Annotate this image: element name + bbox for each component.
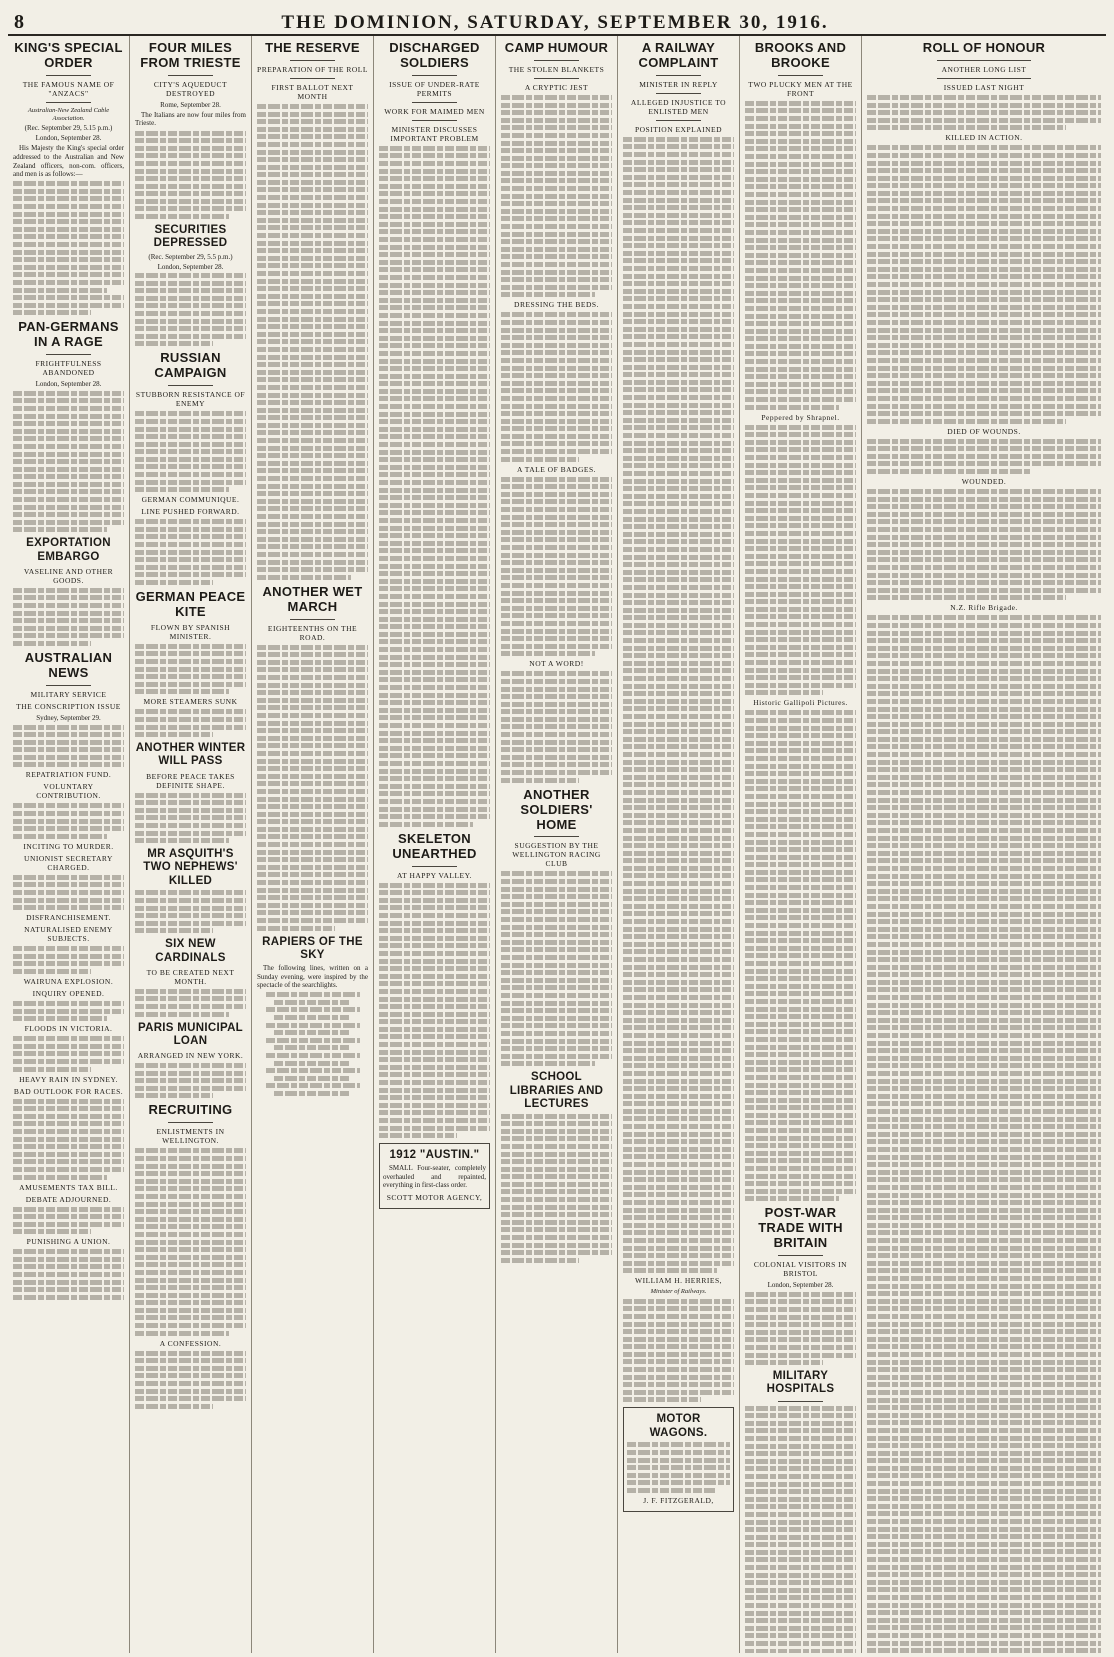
headline: CAMP HUMOUR [504, 40, 609, 55]
column-1 [8, 36, 130, 1653]
section-heading: REPATRIATION FUND. [25, 770, 112, 780]
subheadline: EIGHTEENTHS ON THE ROAD. [267, 623, 358, 642]
headline: ANOTHER SOLDIERS' HOME [520, 786, 593, 832]
section-heading: NOT A WORD! [529, 659, 584, 669]
subheadline: THE STOLEN BLANKETS [508, 64, 605, 74]
column-3 [252, 36, 374, 1653]
column-5 [496, 36, 618, 1653]
article-brooks [745, 41, 856, 1201]
ad-title: 1912 "AUSTIN." [389, 1149, 480, 1162]
headline: GERMAN PEACE KITE [135, 589, 246, 619]
article-rapiers [257, 936, 368, 1096]
headline: ANOTHER WET MARCH [262, 583, 363, 614]
subheadline: THE CONSCRIPTION ISSUE [16, 701, 121, 711]
section-heading: WOUNDED. [961, 477, 1007, 487]
article-text: The following lines, written on a Sunday evening, were inspired by the spectacle of the searchlights. [257, 964, 368, 990]
column-2 [130, 36, 252, 1653]
article-securities [135, 224, 246, 346]
headline: SIX NEW CARDINALS [155, 938, 226, 964]
subheadline: ISSUE OF UNDER-RATE PERMITS [389, 79, 480, 98]
subheadline: PREPARATION OF THE ROLL [257, 64, 368, 74]
article-pan-germans [13, 320, 124, 532]
columns [8, 36, 1106, 1653]
headline: RECRUITING [148, 1102, 233, 1118]
subheadline: ALLEGED INJUSTICE TO ENLISTED MEN [630, 97, 727, 116]
received-line: (Rec. September 29, 5.5 p.m.) [148, 252, 233, 261]
newspaper-title: THE DOMINION, SATURDAY, SEPTEMBER 30, 1916. [281, 12, 829, 33]
subheadline: FIRST BALLOT NEXT MONTH [271, 82, 354, 101]
section-heading: LINE PUSHED FORWARD. [141, 507, 240, 517]
article-camp-humour [501, 41, 612, 783]
subheadline: WORK FOR MAIMED MEN [384, 106, 485, 116]
article-asquith [135, 848, 246, 933]
section-heading: A TALE OF BADGES. [516, 464, 597, 474]
headline: SCHOOL LIBRARIES AND LECTURES [509, 1071, 604, 1110]
section-heading: A CONFESSION. [159, 1338, 222, 1348]
section-heading: INQUIRY OPENED. [32, 989, 105, 998]
headline: DISCHARGED SOLDIERS [389, 40, 480, 70]
article-soldiers-home [501, 788, 612, 1067]
headline: RUSSIAN CAMPAIGN [154, 350, 227, 381]
section-heading: Historic Gallipoli Pictures. [753, 698, 848, 708]
dateline: London, September 28. [157, 262, 224, 271]
article-export-embargo [13, 537, 124, 646]
headline: AUSTRALIAN NEWS [24, 650, 113, 680]
section-heading: INCITING TO MURDER. [23, 841, 114, 851]
section-heading: BAD OUTLOOK FOR RACES. [13, 1086, 124, 1096]
column-8 [862, 36, 1106, 1653]
advertisement-motor-wagons [623, 1407, 734, 1512]
headline: FOUR MILES FROM TRIESTE [140, 40, 241, 70]
advertisement-austin [379, 1143, 490, 1209]
section-heading: UNIONIST SECRETARY CHARGED. [24, 853, 113, 872]
article-trieste [135, 41, 246, 219]
section-heading: GERMAN COMMUNIQUE. [141, 495, 240, 505]
headline: KING'S SPECIAL ORDER [14, 40, 123, 70]
headline: POST-WAR TRADE WITH BRITAIN [758, 1205, 843, 1251]
subheadline: A CRYPTIC JEST [524, 82, 589, 92]
column-7 [740, 36, 862, 1653]
article-winter [135, 742, 246, 843]
subheadline: MINISTER DISCUSSES IMPORTANT PROBLEM [390, 124, 479, 143]
ad-title: MOTOR WAGONS. [649, 1413, 708, 1439]
headline: SECURITIES DEPRESSED [153, 224, 228, 250]
signature-name: WILLIAM H. HERRIES, [635, 1276, 722, 1286]
section-heading: KILLED IN ACTION. [945, 133, 1023, 143]
ad-agency: SCOTT MOTOR AGENCY, [386, 1193, 483, 1202]
section-heading: NATURALISED ENEMY SUBJECTS. [24, 925, 113, 944]
headline: ROLL OF HONOUR [922, 40, 1046, 55]
article-peace-kite [135, 590, 246, 737]
article-text: The Italians are now four miles from Trieste. [135, 110, 246, 128]
section-heading: Peppered by Shrapnel. [761, 412, 840, 422]
subheadline: MINISTER IN REPLY [639, 79, 718, 89]
subheadline: ISSUED LAST NIGHT [943, 82, 1025, 92]
headline: EXPORTATION EMBARGO [26, 537, 111, 563]
headline: PARIS MUNICIPAL LOAN [137, 1021, 244, 1047]
headline: THE RESERVE [265, 40, 360, 55]
subheadline: FLOWN BY SPANISH MINISTER. [150, 622, 231, 641]
headline: MILITARY HOSPITALS [766, 1370, 835, 1396]
section-heading: FLOODS IN VICTORIA. [24, 1024, 113, 1034]
dateline: Rome, September 28. [160, 100, 221, 109]
section-heading: AMUSEMENTS TAX BILL. [19, 1182, 118, 1192]
dateline: London, September 28. [35, 134, 102, 143]
subheadline: CITY'S AQUEDUCT DESTROYED [153, 79, 228, 98]
article-reserve [257, 41, 368, 580]
section-heading: DRESSING THE BEDS. [514, 300, 599, 310]
headline: BROOKS AND BROOKE [754, 40, 847, 70]
column-6 [618, 36, 740, 1653]
headline: RAPIERS OF THE SKY [262, 935, 363, 961]
section-heading: HEAVY RAIN IN SYDNEY. [19, 1074, 118, 1084]
subheadline: MILITARY SERVICE [30, 689, 107, 699]
subheadline: COLONIAL VISITORS IN BRISTOL [753, 1260, 848, 1279]
subheadline: FRIGHTFULNESS ABANDONED [35, 359, 102, 378]
headline: PAN-GERMANS IN A RAGE [18, 319, 119, 350]
masthead [8, 4, 1106, 36]
section-heading: N.Z. Rifle Brigade. [950, 603, 1018, 613]
article-russian-campaign [135, 351, 246, 585]
article-school-libraries [501, 1071, 612, 1263]
article-railway-complaint [623, 41, 734, 1402]
section-heading: WAIRUNA EXPLOSION. [23, 977, 114, 986]
agency-line: Australian-New Zealand Cable Association. [27, 106, 110, 122]
signature-title: Minister of Railways. [650, 1288, 707, 1296]
subheadline: THE FAMOUS NAME OF "ANZACS" [22, 79, 115, 98]
article-paris-loan [135, 1022, 246, 1099]
article-skeleton [379, 832, 490, 1138]
article-cardinals [135, 938, 246, 1016]
article-post-war-trade [745, 1206, 856, 1365]
subheadline: BEFORE PEACE TAKES DEFINITE SHAPE. [146, 771, 235, 790]
article-kings-order [13, 41, 124, 315]
column-4 [374, 36, 496, 1653]
headline: ANOTHER WINTER WILL PASS [135, 742, 246, 768]
subheadline: ENLISTMENTS IN WELLINGTON. [156, 1127, 225, 1146]
article-recruiting [135, 1103, 246, 1408]
received-line: (Rec. September 29, 5.15 p.m.) [24, 124, 113, 133]
article-australian-news [13, 651, 124, 1300]
subheadline: AT HAPPY VALLEY. [397, 870, 472, 880]
article-discharged-soldiers [379, 41, 490, 827]
ad-text: SMALL Four-seater, completely overhauled and repainted, everything in first-class order. [383, 1164, 486, 1190]
section-heading: VOLUNTARY CONTRIBUTION. [36, 782, 101, 801]
subheadline: STUBBORN RESISTANCE OF ENEMY [135, 390, 246, 409]
section-heading: DEBATE ADJOURNED. [25, 1194, 112, 1204]
headline: SKELETON UNEARTHED [392, 830, 477, 861]
dateline: London, September 28. [767, 1281, 834, 1290]
subheadline: VASELINE AND OTHER GOODS. [23, 566, 114, 585]
subheadline: TWO PLUCKY MEN AT THE FRONT [748, 79, 853, 98]
headline: A RAILWAY COMPLAINT [638, 40, 719, 70]
page-number: 8 [14, 11, 24, 33]
article-wet-march [257, 585, 368, 931]
subheadline: ANOTHER LONG LIST [941, 64, 1027, 74]
headline: MR ASQUITH'S TWO NEPHEWS' KILLED [143, 848, 238, 887]
dateline: Sydney, September 29. [36, 713, 101, 722]
ad-signature: J. F. FITZGERALD, [643, 1496, 714, 1506]
subheadline: TO BE CREATED NEXT MONTH. [146, 967, 235, 986]
subheadline: ARRANGED IN NEW YORK. [137, 1051, 244, 1061]
section-heading: MORE STEAMERS SUNK [143, 697, 238, 707]
article-military-hospitals [745, 1370, 856, 1653]
section-heading: PUNISHING A UNION. [26, 1237, 111, 1247]
subheadline: SUGGESTION BY THE WELLINGTON RACING CLUB [512, 841, 601, 869]
article-text: His Majesty the King's special order addressed to the Australian and New Zealand officers, non-com. officers, and men is as follows:— [13, 144, 124, 179]
section-heading: DISFRANCHISEMENT. [26, 913, 111, 923]
subheadline: POSITION EXPLAINED [634, 124, 723, 134]
article-roll-of-honour [867, 41, 1101, 1653]
section-heading: DIED OF WOUNDS. [947, 426, 1021, 436]
dateline: London, September 28. [35, 380, 102, 389]
